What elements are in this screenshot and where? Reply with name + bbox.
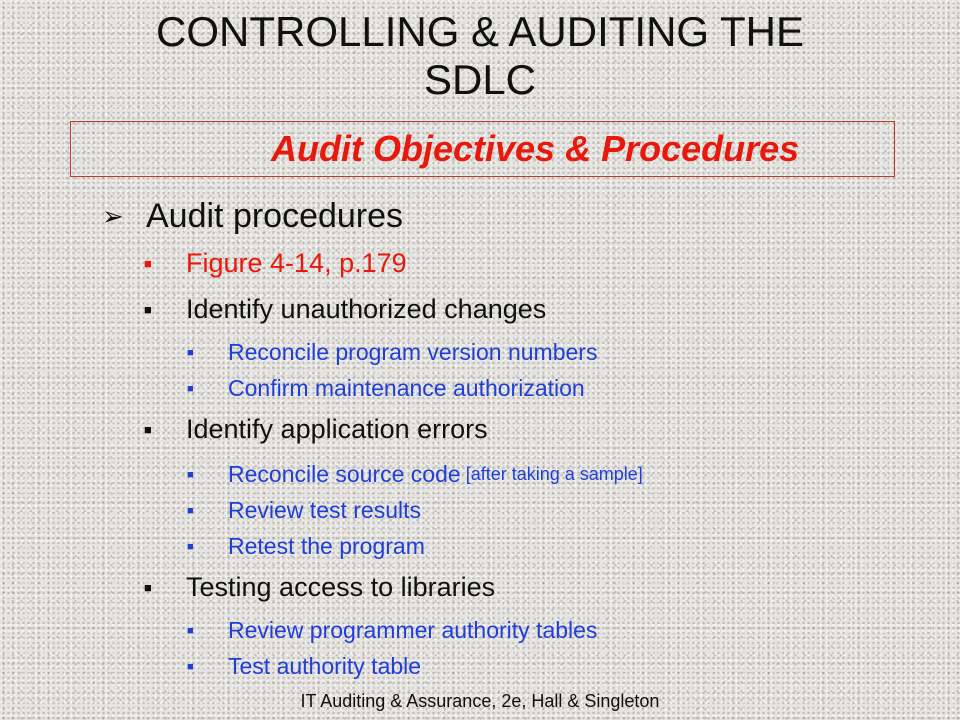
sub-list-item-text: Review test results — [228, 497, 422, 523]
square-bullet-icon: ■ — [187, 660, 194, 673]
sub-list-item — [187, 375, 585, 402]
sub-list-item-text: Test authority table — [228, 653, 422, 679]
sub-list-item-text: Reconcile program version numbers — [228, 339, 598, 365]
square-bullet-icon: ■ — [144, 580, 152, 595]
sub-list-item — [187, 617, 597, 644]
sub-list-item-text: Retest the program — [228, 533, 425, 559]
sub-list-item-text: Confirm maintenance authorization — [228, 375, 585, 401]
note-text: [after taking a sample] — [465, 464, 643, 484]
list-item — [144, 414, 488, 445]
arrow-bullet-icon: ➢ — [102, 201, 124, 231]
square-bullet-icon: ■ — [144, 422, 152, 437]
list-item-text: Testing access to libraries — [186, 572, 496, 602]
sub-list-item-text: Review programmer authority tables — [228, 617, 598, 643]
square-bullet-icon: ■ — [187, 504, 194, 517]
square-bullet-icon: ■ — [187, 468, 194, 481]
square-bullet-icon: ■ — [187, 540, 194, 553]
sub-list-item — [187, 653, 421, 680]
slide-subtitle: Audit Objectives & Procedures — [271, 128, 800, 169]
list-item — [144, 294, 546, 325]
square-bullet-icon: ■ — [187, 624, 194, 637]
list-item — [144, 248, 407, 279]
square-bullet-icon: ■ — [144, 302, 152, 317]
square-bullet-icon: ■ — [144, 256, 152, 271]
slide-title-line-1: CONTROLLING & AUDITING THE — [156, 8, 804, 55]
heading-text: Audit procedures — [146, 197, 404, 235]
sub-list-item — [187, 339, 597, 366]
sub-list-item-text: Reconcile source code — [228, 461, 461, 487]
sub-list-item — [187, 497, 421, 524]
list-item-text: Figure 4-14, p.179 — [186, 248, 407, 278]
list-item-text: Identify application errors — [186, 414, 488, 444]
sub-list-item-note — [461, 464, 643, 485]
slide-title-line-2: SDLC — [423, 56, 537, 103]
square-bullet-icon: ■ — [187, 382, 194, 395]
list-item — [144, 572, 495, 603]
list-item-text: Identify unauthorized changes — [186, 294, 547, 324]
sub-list-item — [187, 533, 425, 560]
slide-footer: IT Auditing & Assurance, 2e, Hall & Singleton — [300, 691, 660, 711]
heading-bullet — [102, 197, 403, 236]
sub-list-item — [187, 461, 643, 488]
square-bullet-icon: ■ — [187, 346, 194, 359]
